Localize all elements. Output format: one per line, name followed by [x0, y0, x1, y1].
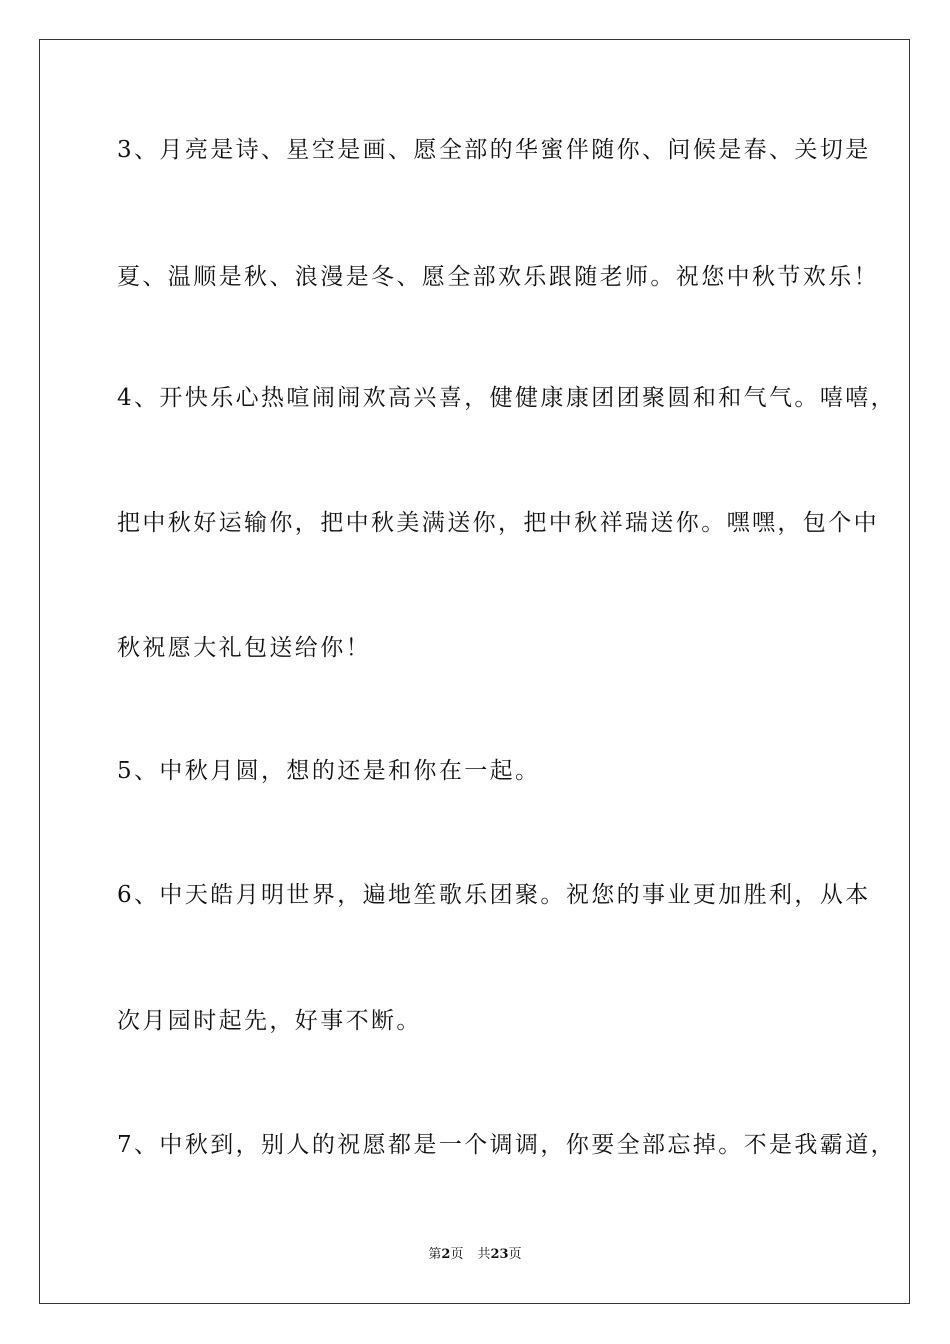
page-footer — [0, 1246, 950, 1264]
text-line-7: 6、中天皓月明世界，遍地笙歌乐团聚。祝您的事业更加胜利，从本 — [117, 882, 871, 908]
text-line-3: 4、开快乐心热喧闹闹欢高兴喜，健健康康团团聚圆和和气气。嘻嘻， — [117, 385, 897, 411]
text-line-5: 秋祝愿大礼包送给你！ — [117, 635, 371, 661]
footer-total-pages: 23 — [490, 1247, 509, 1262]
footer-total-suffix: 页 — [508, 1247, 522, 1262]
footer-page-prefix: 第 — [428, 1247, 442, 1262]
text-line-8: 次月园时起先，好事不断。 — [117, 1008, 422, 1034]
footer-page-suffix: 页 — [450, 1247, 464, 1262]
page-border — [39, 39, 910, 1304]
text-line-9: 7、中秋到，别人的祝愿都是一个调调，你要全部忘掉。不是我霸道， — [117, 1132, 897, 1158]
text-line-6: 5、中秋月圆，想的还是和你在一起。 — [117, 758, 541, 784]
footer-total-prefix: 共 — [477, 1247, 491, 1262]
text-line-1: 3、月亮是诗、星空是画、愿全部的华蜜伴随你、问候是春、关切是 — [117, 137, 871, 163]
footer-page-number: 2 — [441, 1247, 451, 1262]
text-line-4: 把中秋好运输你，把中秋美满送你，把中秋祥瑞送你。嘿嘿，包个中 — [117, 510, 879, 536]
text-line-2: 夏、温顺是秋、浪漫是冬、愿全部欢乐跟随老师。祝您中秋节欢乐！ — [117, 264, 879, 290]
